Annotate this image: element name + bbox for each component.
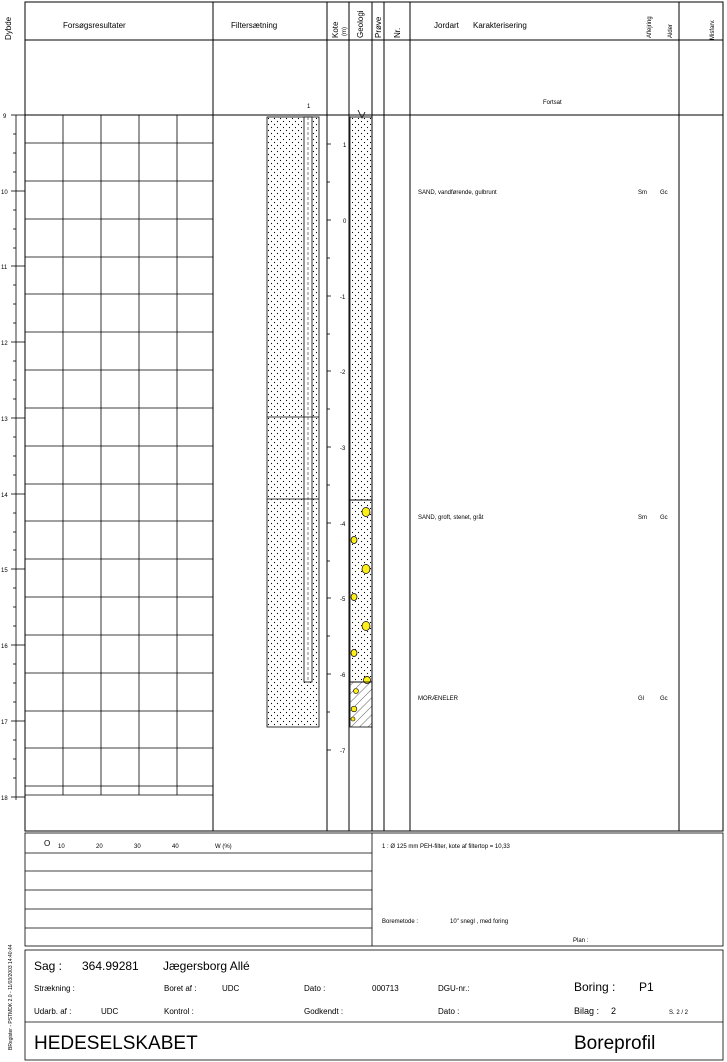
nr-header: Nr. xyxy=(393,27,402,38)
scale-tick: 40 xyxy=(172,844,179,850)
kote-tick-label: -6 xyxy=(340,673,346,679)
boret-af-label: Boret af : xyxy=(164,984,197,993)
udarb-label: Udarb. af : xyxy=(34,1007,72,1016)
kote-tick-label: 1 xyxy=(343,143,347,149)
boret-af-value: UDC xyxy=(222,984,240,993)
scale-tick: 30 xyxy=(134,844,141,850)
layer-age: Gc xyxy=(660,190,668,196)
filter-note: 1 : Ø 125 mm PEH-filter, kote af filtertop = 10,33 xyxy=(382,844,510,850)
sag-label: Sag : xyxy=(34,959,63,973)
dato-value: 000713 xyxy=(372,984,399,993)
kote-tick-labels xyxy=(340,143,347,755)
straekning-label: Strækning : xyxy=(34,984,75,993)
method-value: 10" snegl , med foring xyxy=(450,919,509,925)
scale-row xyxy=(44,839,232,850)
dato-label: Dato : xyxy=(304,984,326,993)
dgu-label: DGU-nr.: xyxy=(438,984,470,993)
depth-tick-label: 13 xyxy=(1,417,8,423)
depth-header: Dybde xyxy=(4,16,13,40)
layer-description: SAND, vandførende, gulbrunt xyxy=(418,190,497,196)
side-stamp: BRegister - PSTMDK 2.0 - 11/03/2003 14:40:44 xyxy=(8,944,14,1050)
kote-axis xyxy=(327,144,331,750)
dato2-label: Dato : xyxy=(438,1007,460,1016)
depth-tick-label: 14 xyxy=(1,493,8,499)
depth-axis xyxy=(11,115,25,800)
kote-tick-label: -3 xyxy=(340,446,346,452)
layer-age: Gc xyxy=(660,515,668,521)
scale-tick: 20 xyxy=(96,844,103,850)
continued-label: Fortsat xyxy=(543,100,562,106)
filter-header: Filtersætning xyxy=(231,21,278,30)
profile-frame xyxy=(25,2,723,831)
kote-tick-label: -7 xyxy=(340,749,346,755)
udarb-value: UDC xyxy=(101,1007,119,1016)
plan-label: Plan : xyxy=(573,938,589,944)
legend-frame xyxy=(25,833,723,946)
boring-value: P1 xyxy=(639,980,654,994)
layer-3 xyxy=(418,696,668,702)
layer-1 xyxy=(418,190,668,196)
geology-column xyxy=(350,110,372,727)
layer-deposit: Sm xyxy=(638,515,647,521)
depth-tick-label: 16 xyxy=(1,644,8,650)
document-title: Boreprofil xyxy=(574,1033,656,1054)
kote-tick-label: -4 xyxy=(340,522,346,528)
deposit-header: Aflejring xyxy=(647,16,653,38)
test-results-grid xyxy=(25,115,213,795)
bilag-label: Bilag : xyxy=(574,1006,600,1016)
layer-age: Gc xyxy=(660,696,668,702)
layer-2 xyxy=(418,514,668,521)
page-number: S. 2 / 2 xyxy=(669,1010,689,1016)
kontrol-label: Kontrol : xyxy=(164,1007,194,1016)
depth-tick-label: 15 xyxy=(1,568,8,574)
geology-header: Geologi xyxy=(356,10,365,38)
godkendt-label: Godkendt : xyxy=(304,1007,344,1016)
depth-tick-label: 11 xyxy=(1,265,8,271)
boring-label: Boring : xyxy=(574,980,616,994)
characterisation-header: Karakterisering xyxy=(473,21,527,30)
depth-tick-label: 9 xyxy=(3,114,7,120)
soil-header: Jordart xyxy=(434,21,459,30)
misc-header: Misfarv. xyxy=(710,19,716,40)
bilag-value: 2 xyxy=(611,1006,617,1016)
kote-tick-label: -2 xyxy=(340,370,346,376)
filter-number: 1 xyxy=(307,104,311,110)
depth-tick-label: 12 xyxy=(1,341,8,347)
depth-tick-labels xyxy=(1,114,8,802)
depth-tick-label: 17 xyxy=(1,720,8,726)
age-header: Alder xyxy=(668,23,674,38)
method-label: Boremetode : xyxy=(382,919,419,925)
sample-header: Prøve xyxy=(374,16,383,38)
kote-unit-header: (m) xyxy=(342,27,348,36)
sag-name: Jægersborg Allé xyxy=(163,959,250,973)
scale-tick: 10 xyxy=(58,844,65,850)
test-results-header: Forsøgsresultater xyxy=(63,21,126,30)
scale-label: W (%) xyxy=(215,844,232,850)
depth-tick-label: 18 xyxy=(1,796,8,802)
kote-tick-label: 0 xyxy=(343,219,347,225)
layer-description: SAND, groft, stenet, gråt xyxy=(418,515,484,521)
kote-tick-label: -5 xyxy=(340,597,346,603)
layer-deposit: Sm xyxy=(638,190,647,196)
filter-column xyxy=(267,117,319,727)
kote-header: Kote xyxy=(331,21,340,38)
depth-tick-label: 10 xyxy=(1,190,8,196)
kote-tick-label: -1 xyxy=(340,295,346,301)
scale-symbol: O xyxy=(44,839,51,848)
sag-number: 364.99281 xyxy=(82,959,139,973)
layer-deposit: Gl xyxy=(638,696,644,702)
layer-description: MORÆNELER xyxy=(418,696,459,702)
company-name: HEDESELSKABET xyxy=(34,1033,198,1054)
